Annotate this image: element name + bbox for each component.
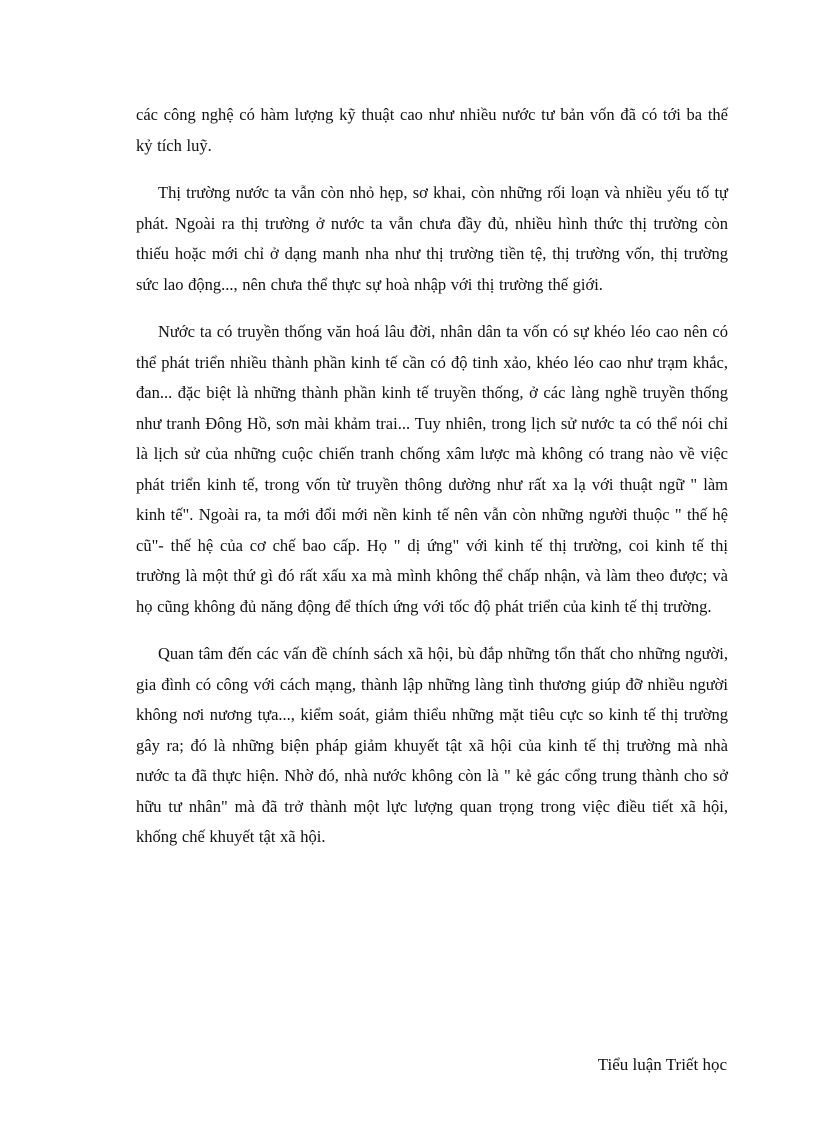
paragraph-continuation: các công nghệ có hàm lượng kỹ thuật cao như nhiều nước tư bản vốn đã có tới ba thế kỷ tích luỹ. (136, 105, 728, 155)
document-body (136, 100, 728, 870)
paragraph-market-immaturity: Thị trường nước ta vẫn còn nhỏ hẹp, sơ khai, còn những rối loạn và nhiều yếu tố tự phát. Ngoài ra thị trường ở nước ta vẫn chưa đầy đủ, nhiều hình thức thị trường còn thiếu hoặc mới chỉ ở dạng manh nha như thị trường tiền tệ, thị trường vốn, thị trường sức lao động..., nên chưa thể thực sự hoà nhập với thị trường thế giới. (136, 183, 728, 294)
paragraph-cultural-tradition: Nước ta có truyền thống văn hoá lâu đời, nhân dân ta vốn có sự khéo léo cao nên có thể phát triển nhiều thành phần kinh tế cần có độ tinh xảo, khéo léo cao như trạm khắc, đan... đặc biệt là những thành phần kinh tế truyền thống, ở các làng nghề truyền thống như tranh Đông Hồ, sơn mài khảm trai... Tuy nhiên, trong lịch sử nước ta có thể nói chỉ là lịch sử của những cuộc chiến tranh chống xâm lược mà không có trang nào về việc phát triển kinh tế, trong vốn từ truyền thông dường như rất xa lạ với thuật ngữ " làm kinh tế". Ngoài ra, ta mới đổi mới nền kinh tế nên vẫn còn những người thuộc " thế hệ cũ"- thế hệ của cơ chế bao cấp. Họ " dị ứng" với kinh tế thị trường, coi kinh tế thị trường là một thứ gì đó rất xấu xa mà mình không thể chấp nhận, và làm theo được; và họ cũng không đủ năng động để thích ứng với tốc độ phát triển của kinh tế thị trường. (136, 322, 728, 616)
page-footer: Tiểu luận Triết học (597, 1055, 727, 1074)
paragraph-social-policy: Quan tâm đến các vấn đề chính sách xã hội, bù đắp những tổn thất cho những người, gia đình có công với cách mạng, thành lập những làng tình thương giúp đỡ nhiều người không nơi nương tựa..., kiểm soát, giảm thiểu những mặt tiêu cực so kinh tế thị trường gây ra; đó là những biện pháp giảm khuyết tật xã hội của kinh tế thị trường mà nhà nước ta đã thực hiện. Nhờ đó, nhà nước không còn là " kẻ gác cổng trung thành cho sở hữu tư nhân" mà đã trở thành một lực lượng quan trọng trong việc điều tiết xã hội, khống chế khuyết tật xã hội. (136, 644, 728, 846)
